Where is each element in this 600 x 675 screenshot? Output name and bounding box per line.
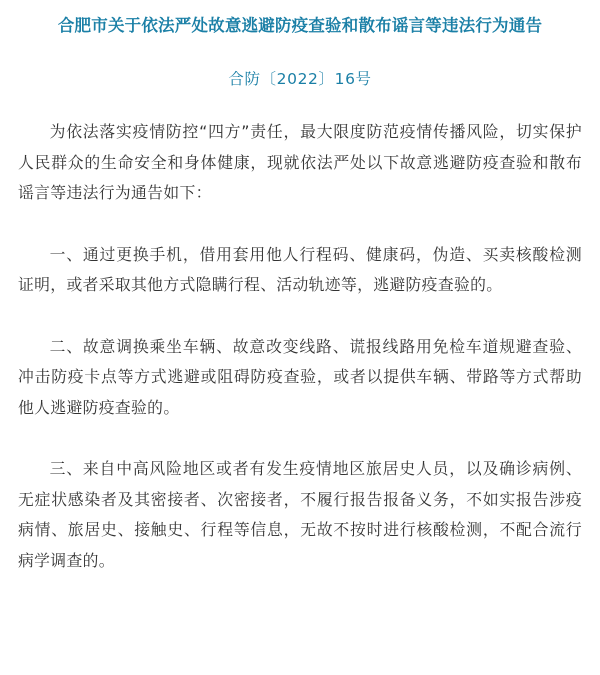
intro-paragraph: 为依法落实疫情防控“四方”责任，最大限度防范疫情传播风险，切实保护人民群众的生命安全和身体健康，现就依法严处以下故意逃避防疫查验和散布谣言等违法行为通告如下： (18, 122, 582, 202)
item-one-paragraph: 一、通过更换手机，借用套用他人行程码、健康码，伪造、买卖核酸检测证明，或者采取其他方式隐瞒行程、活动轨迹等，逃避防疫查验的。 (18, 244, 582, 294)
item-three-paragraph: 三、来自中高风险地区或者有发生疫情地区旅居史人员，以及确诊病例、无症状感染者及其密接者、次密接者，不履行报告报备义务，不如实报告涉疫病情、旅居史、接触史、行程等信息，无故不按时进行核酸检测，不配合流行病学调查的。 (18, 459, 582, 570)
document-number: 合防〔2022〕16号 (228, 70, 372, 88)
notice-title: 合肥市关于依法严处故意逃避防疫查验和散布谣言等违法行为通告 (57, 16, 543, 35)
item-two-paragraph: 二、故意调换乘坐车辆、故意改变线路、谎报线路用免检车道规避查验、冲击防疫卡点等方式逃避或阻碍防疫查验，或者以提供车辆、带路等方式帮助他人逃避防疫查验的。 (18, 336, 582, 417)
